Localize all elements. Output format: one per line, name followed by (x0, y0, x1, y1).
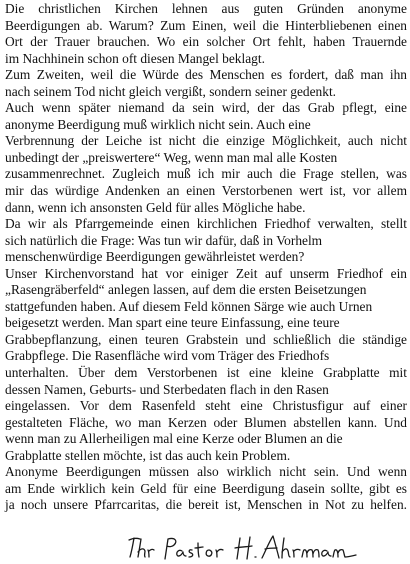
text-line: Grabplatte stellen möchte, ist das auch kein Problem. (5, 447, 291, 463)
text-line: Da wir als Pfarrgemeinde einen kirchlichen Friedhof verwalten, stellt (5, 216, 407, 232)
text-line: zusammenrechnet. Zugleich muß ich mir auch die Frage stellen, was (5, 166, 407, 182)
text-line: sich natürlich die Frage: Was tun wir dafür, daß in Vorhelm (5, 232, 323, 248)
text-line: stattgefunden haben. Auf diesem Feld können Särge wie auch Urnen (5, 298, 373, 314)
handwritten-signature (124, 530, 364, 564)
text-line: beigesetzt werden. Man spart eine teure Einfassung, eine teure (5, 315, 340, 331)
text-line: Grabpflege. Die Rasenfläche wird vom Träger des Friedhofs (5, 348, 330, 364)
text-line: Die christlichen Kirchen lehnen aus guten Gründen anonyme (5, 1, 407, 16)
text-line: mir das würdige Andenken an einen Verstorbenen wert ist, vor allem (5, 183, 407, 199)
text-line: dann, wenn ich ansonsten Geld für alles Mögliche habe. (5, 199, 306, 215)
text-line: Beerdigungen ab. Warum? Zum Einen, weil die Hinterbliebenen einen (5, 17, 407, 33)
text-line: „Rasengräberfeld“ anlegen lassen, auf dem die ersten Beisetzungen (5, 282, 367, 298)
text-line: Unser Kirchenvorstand hat vor einiger Zeit auf unserm Friedhof ein (5, 265, 407, 281)
text-line: Grabbepflanzung, einen teuren Grabstein und schließlich die ständige (5, 331, 407, 347)
text-line: nach seinem Tod nicht gleich vergißt, sondern seiner gedenkt. (5, 83, 337, 99)
text-line: Ort der Trauer brauchen. Wo ein solcher Ort fehlt, haben Trauernde (5, 34, 407, 50)
text-line: unterhalten. Über dem Verstorbenen ist eine kleine Grabplatte mit (5, 365, 407, 381)
text-line: dessen Namen, Geburts- und Sterbedaten flach in den Rasen (5, 381, 329, 397)
text-line: anonyme Beerdigung muß wirklich nicht sein. Auch eine (5, 116, 311, 132)
text-line: eingelassen. Vor dem Rasenfeld steht eine Christusfigur auf einer (5, 398, 407, 414)
text-line: Zum Zweiten, weil die Würde des Menschen es fordert, daß man ihn (5, 67, 407, 83)
letter-body (5, 1, 407, 514)
text-line: ja noch unsere Pfarrcaritas, die bereit ist, Menschen in Not zu helfen. (5, 497, 407, 513)
text-line: Auch wenn später niemand da sein wird, der das Grab pflegt, eine (5, 100, 407, 116)
text-line: Anonyme Beerdigungen müssen also wirklich nicht sein. Und wenn (5, 464, 407, 480)
text-line: Verbrennung der Leiche ist nicht die einzige Möglichkeit, auch nicht (5, 133, 407, 149)
text-line: gestalteten Fläche, wo man Kerzen oder Blumen abstellen kann. Und (5, 414, 407, 430)
text-line: im Nachhinein schon oft diesen Mangel beklagt. (5, 50, 265, 66)
text-line: menschenwürdige Beerdigungen gewährleistet werden? (5, 249, 305, 265)
text-line: wenn man zu Allerheiligen mal eine Kerze oder Blumen an die (5, 431, 343, 447)
text-line: am Ende wirklich kein Geld für eine Beerdigung dasein sollte, gibt es (5, 480, 407, 496)
text-line: unbedingt der „preiswertere“ Weg, wenn man mal alle Kosten (5, 149, 338, 165)
